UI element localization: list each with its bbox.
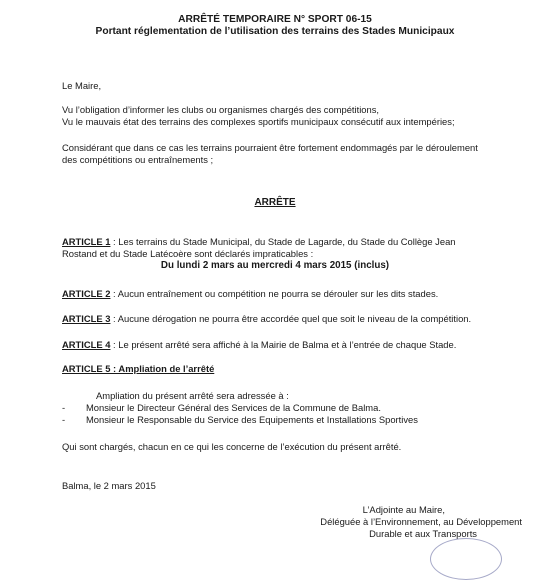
signature-line-2: Déléguée à l’Environnement, au Développement	[320, 516, 522, 527]
article-1-label: ARTICLE 1	[62, 236, 111, 247]
article-4-text: Le présent arrêté sera affiché à la Mairie de Balma et à l’entrée de chaque Stade.	[118, 339, 457, 350]
article-1-colon: :	[110, 236, 119, 247]
article-4-label: ARTICLE 4	[62, 339, 111, 350]
considerant-line-2: des compétitions ou entraînements ;	[62, 154, 214, 165]
article-5-item-1-text: Monsieur le Directeur Général des Services de la Commune de Balma.	[86, 402, 381, 413]
closing-sentence: Qui sont chargés, chacun en ce qui les concerne de l’exécution du présent arrêté.	[62, 441, 402, 452]
article-1-text-2: Rostand et du Stade Latécoère sont déclarés impraticables :	[62, 248, 314, 259]
article-5-item-2	[62, 414, 418, 426]
article-5-item-1	[62, 402, 381, 414]
article-3-label: ARTICLE 3	[62, 313, 111, 324]
article-1-text-1: Les terrains du Stade Municipal, du Stade de Lagarde, du Stade du Collège Jean	[118, 236, 456, 247]
article-5-label: ARTICLE 5 : Ampliation de l’arrêté	[62, 363, 215, 374]
article-4-colon: :	[110, 339, 119, 350]
article-3	[62, 313, 471, 325]
considerant-line-1: Considérant que dans ce cas les terrains pourraient être fortement endommagés par le déroulement	[62, 142, 478, 153]
article-3-text: Aucune dérogation ne pourra être accordée quel que soit le niveau de la compétition.	[117, 313, 472, 324]
article-5-intro: Ampliation du présent arrêté sera adressée à :	[96, 390, 289, 401]
article-2	[62, 288, 438, 300]
article-2-label: ARTICLE 2	[62, 288, 111, 299]
bullet-dash: -	[62, 402, 66, 413]
place-date: Balma, le 2 mars 2015	[62, 480, 156, 491]
document-title: ARRÊTÉ TEMPORAIRE N° SPORT 06-15	[178, 14, 372, 25]
arrete-heading: ARRÊTE	[254, 197, 296, 208]
article-1-dates: Du lundi 2 mars au mercredi 4 mars 2015 (inclus)	[160, 260, 390, 271]
article-4	[62, 339, 456, 351]
article-3-colon: :	[110, 313, 118, 324]
document-subtitle: Portant réglementation de l’utilisation des terrains des Stades Municipaux	[95, 26, 455, 37]
signature-line-3: Durable et aux Transports	[369, 528, 477, 539]
article-1	[62, 236, 456, 248]
signature-line-1: L’Adjointe au Maire,	[362, 504, 445, 515]
vu-line-2: Vu le mauvais état des terrains des complexes sportifs municipaux consécutif aux intempéries;	[62, 116, 455, 127]
vu-line-1: Vu l’obligation d’informer les clubs ou organismes chargés des compétitions,	[62, 104, 380, 115]
le-maire: Le Maire,	[62, 80, 102, 91]
article-5-item-2-text: Monsieur le Responsable du Service des Equipements et Installations Sportives	[86, 414, 418, 425]
article-2-colon: :	[110, 288, 118, 299]
article-2-text: Aucun entraînement ou compétition ne pourra se dérouler sur les dits stades.	[117, 288, 439, 299]
official-stamp	[430, 538, 502, 580]
bullet-dash: -	[62, 414, 66, 425]
